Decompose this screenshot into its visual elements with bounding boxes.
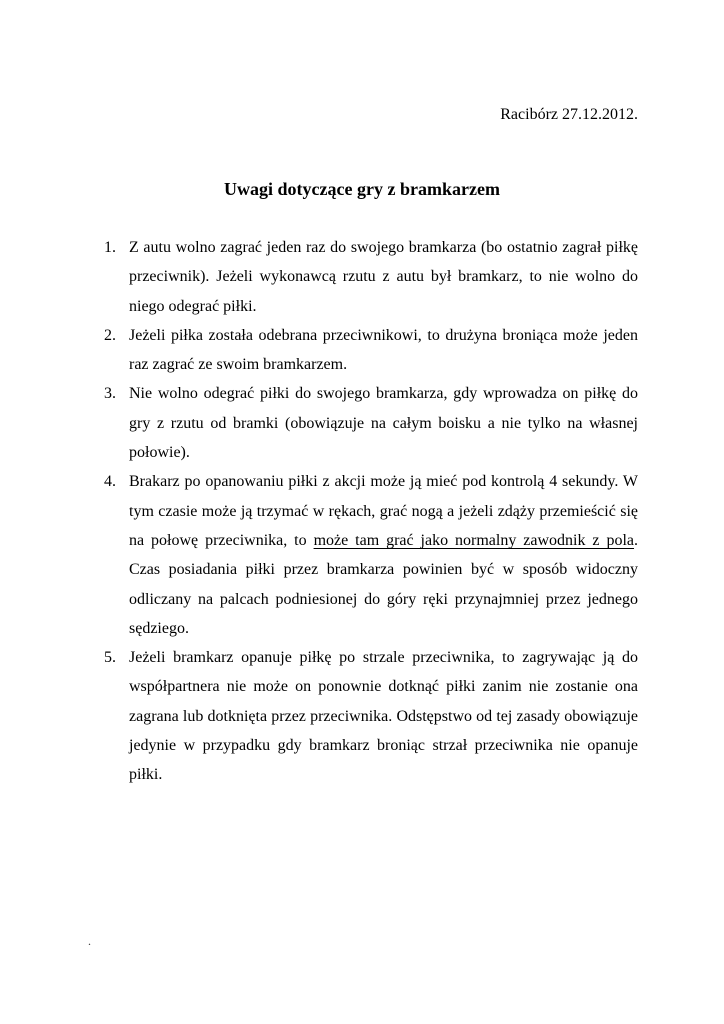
rule-text: Z autu wolno zagrać jeden raz do swojego bramkarza (bo ostatnio zagrał piłkę przeciwnik). Jeżeli wykonawcą rzutu z autu był bramkarz, to nie wolno do niego odegrać piłki. — [129, 239, 638, 315]
rule-number: 2. — [104, 326, 116, 344]
rule-text: Nie wolno odegrać piłki do swojego bramkarza, gdy wprowadza on piłkę do gry z rzutu od bramki (obowiązuje na całym boisku a nie tylko na własnej połowie). — [129, 385, 638, 462]
rule-text: Jeżeli piłka została odebrana przeciwnikowi, to drużyna broniąca może jeden raz zagrać ze swoim bramkarzem. — [129, 326, 638, 374]
document-date: Racibórz 27.12.2012. — [500, 106, 638, 123]
rule-item-4 — [104, 467, 638, 643]
rule-item-1 — [104, 233, 638, 321]
rule-item-2 — [104, 321, 638, 380]
rules-list — [104, 233, 638, 790]
rule-text-before: Brakarz po opanowaniu piłki z akcji może ją mieć pod kontrolą 4 sekundy. W tym czasie może ją trzymać w rękach, grać nogą a jeżeli zdąży przemieścić się na połowę przeciwnika, to — [129, 473, 638, 549]
rule-number: 3. — [104, 385, 116, 403]
rule-item-5 — [104, 643, 638, 789]
document-title: Uwagi dotyczące gry z bramkarzem — [224, 179, 500, 199]
rule-text-underlined: może tam grać jako normalny zawodnik z pola — [313, 531, 635, 549]
rule-text: Jeżeli bramkarz opanuje piłkę po strzale przeciwnika, to zagrywając ją do współpartnera nie może on ponownie dotknąć piłki zanim nie zostanie ona zagrana lub dotknięta przez przeciwnika. Odstępstwo od tej zasady obowiązuje jedynie w przypadku gdy bramkarz broniąc strzał przeciwnika nie opanuje piłki. — [129, 649, 638, 784]
rule-text-after: . Czas posiadania piłki przez bramkarza powinien być w sposób widoczny odliczany na palcach podniesionej do góry ręki przynajmniej przez jednego sędziego. — [129, 531, 639, 637]
rule-number: 5. — [104, 649, 116, 667]
rule-number: 4. — [104, 473, 116, 491]
rule-number: 1. — [104, 239, 116, 256]
rule-item-3 — [104, 379, 638, 467]
footer-mark: . — [88, 934, 91, 948]
